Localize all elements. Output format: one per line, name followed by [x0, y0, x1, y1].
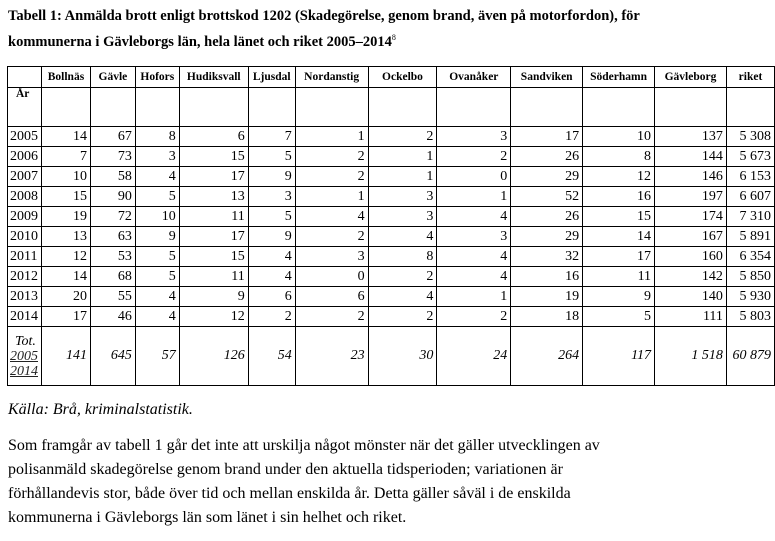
value-cell: 6 354 — [726, 247, 774, 267]
table-title: Tabell 1: Anmälda brott enligt brottskod 1202 (Skadegörelse, genom brand, även på motorfordon), för kommunerna i Gävleborgs län, hela länet och riket 2005–2014 — [8, 8, 640, 50]
value-cell: 15 — [583, 207, 655, 227]
value-cell: 11 — [179, 207, 248, 227]
value-cell: 137 — [655, 127, 727, 147]
value-cell: 6 607 — [726, 187, 774, 207]
total-label-cell — [8, 327, 42, 386]
value-cell: 142 — [655, 267, 727, 287]
table-cell — [295, 88, 368, 127]
value-cell: 2 — [295, 307, 368, 327]
table-cell — [437, 88, 511, 127]
value-cell: 4 — [295, 207, 368, 227]
value-cell: 140 — [655, 287, 727, 307]
value-cell: 46 — [90, 307, 135, 327]
total-value-cell: 264 — [511, 327, 583, 386]
value-cell: 3 — [437, 227, 511, 247]
table-row — [8, 307, 775, 327]
column-header: Hudiksvall — [179, 67, 248, 88]
value-cell: 14 — [583, 227, 655, 247]
value-cell: 5 — [583, 307, 655, 327]
table-cell — [90, 88, 135, 127]
total-value-cell: 24 — [437, 327, 511, 386]
value-cell: 15 — [42, 187, 91, 207]
value-cell: 15 — [179, 147, 248, 167]
value-cell: 52 — [511, 187, 583, 207]
value-cell: 1 — [295, 127, 368, 147]
value-cell: 4 — [135, 287, 179, 307]
value-cell: 2 — [368, 267, 437, 287]
value-cell: 4 — [135, 307, 179, 327]
source-note: Källa: Brå, kriminalstatistik. — [8, 401, 193, 418]
value-cell: 13 — [179, 187, 248, 207]
value-cell: 4 — [437, 247, 511, 267]
footnote-marker[interactable]: 8 — [391, 33, 396, 42]
column-header: Sandviken — [511, 67, 583, 88]
value-cell: 0 — [437, 167, 511, 187]
table-row — [8, 127, 775, 147]
value-cell: 58 — [90, 167, 135, 187]
year-cell: 2014 — [8, 307, 42, 327]
total-period-end: 2014 — [10, 363, 38, 379]
value-cell: 3 — [248, 187, 295, 207]
value-cell: 17 — [511, 127, 583, 147]
table-row — [8, 187, 775, 207]
value-cell: 5 — [135, 267, 179, 287]
value-cell: 17 — [583, 247, 655, 267]
total-value-cell: 60 879 — [726, 327, 774, 386]
column-header: Nordanstig — [295, 67, 368, 88]
year-column-label: År — [8, 88, 42, 127]
value-cell: 4 — [368, 227, 437, 247]
value-cell: 11 — [179, 267, 248, 287]
value-cell: 9 — [135, 227, 179, 247]
header-row — [8, 67, 775, 88]
table-row — [8, 147, 775, 167]
column-header: Ovanåker — [437, 67, 511, 88]
total-row — [8, 327, 775, 386]
value-cell: 9 — [179, 287, 248, 307]
value-cell: 12 — [179, 307, 248, 327]
value-cell: 2 — [295, 227, 368, 247]
value-cell: 2 — [437, 307, 511, 327]
value-cell: 2 — [248, 307, 295, 327]
value-cell: 12 — [42, 247, 91, 267]
total-value-cell: 30 — [368, 327, 437, 386]
value-cell: 5 673 — [726, 147, 774, 167]
value-cell: 4 — [248, 247, 295, 267]
value-cell: 17 — [179, 167, 248, 187]
total-value-cell: 117 — [583, 327, 655, 386]
table-cell — [135, 88, 179, 127]
value-cell: 0 — [295, 267, 368, 287]
table-row — [8, 287, 775, 307]
value-cell: 17 — [179, 227, 248, 247]
year-cell: 2006 — [8, 147, 42, 167]
value-cell: 14 — [42, 127, 91, 147]
value-cell: 8 — [368, 247, 437, 267]
value-cell: 63 — [90, 227, 135, 247]
table-row — [8, 207, 775, 227]
value-cell: 16 — [511, 267, 583, 287]
value-cell: 4 — [248, 267, 295, 287]
column-header: Gävleborg — [655, 67, 727, 88]
table-cell — [655, 88, 727, 127]
value-cell: 19 — [511, 287, 583, 307]
table-cell — [583, 88, 655, 127]
value-cell: 3 — [437, 127, 511, 147]
year-cell: 2012 — [8, 267, 42, 287]
value-cell: 26 — [511, 207, 583, 227]
crime-statistics-table — [7, 66, 775, 386]
total-value-cell: 141 — [42, 327, 91, 386]
value-cell: 8 — [135, 127, 179, 147]
table-caption — [8, 6, 648, 53]
value-cell: 11 — [583, 267, 655, 287]
value-cell: 1 — [437, 187, 511, 207]
year-cell: 2005 — [8, 127, 42, 147]
value-cell: 7 — [248, 127, 295, 147]
value-cell: 68 — [90, 267, 135, 287]
value-cell: 144 — [655, 147, 727, 167]
value-cell: 1 — [437, 287, 511, 307]
value-cell: 1 — [295, 187, 368, 207]
year-cell: 2013 — [8, 287, 42, 307]
value-cell: 73 — [90, 147, 135, 167]
value-cell: 29 — [511, 167, 583, 187]
value-cell: 14 — [42, 267, 91, 287]
value-cell: 8 — [583, 147, 655, 167]
body-paragraph: Som framgår av tabell 1 går det inte att urskilja något mönster när det gäller utvecklingen av polisanmäld skadegörelse genom brand under den aktuella tidsperioden; variationen är förhållandevis stor, både över tid och mellan enskilda år. Detta gäller såväl i de enskilda kommunerna i Gävleborgs län som länet i sin helhet och riket. — [8, 437, 600, 526]
table-row — [8, 167, 775, 187]
table-row — [8, 267, 775, 287]
value-cell: 3 — [295, 247, 368, 267]
total-value-cell: 645 — [90, 327, 135, 386]
value-cell: 10 — [135, 207, 179, 227]
value-cell: 2 — [368, 127, 437, 147]
value-cell: 9 — [248, 167, 295, 187]
value-cell: 6 — [179, 127, 248, 147]
value-cell: 5 308 — [726, 127, 774, 147]
value-cell: 146 — [655, 167, 727, 187]
value-cell: 3 — [135, 147, 179, 167]
value-cell: 15 — [179, 247, 248, 267]
table-cell — [179, 88, 248, 127]
value-cell: 5 — [248, 147, 295, 167]
value-cell: 55 — [90, 287, 135, 307]
value-cell: 2 — [437, 147, 511, 167]
value-cell: 67 — [90, 127, 135, 147]
value-cell: 5 803 — [726, 307, 774, 327]
total-label: Tot. — [15, 333, 36, 349]
value-cell: 6 — [248, 287, 295, 307]
year-cell: 2010 — [8, 227, 42, 247]
value-cell: 32 — [511, 247, 583, 267]
value-cell: 6 153 — [726, 167, 774, 187]
value-cell: 18 — [511, 307, 583, 327]
table-cell — [511, 88, 583, 127]
column-header: Bollnäs — [42, 67, 91, 88]
total-value-cell: 23 — [295, 327, 368, 386]
total-value-cell: 57 — [135, 327, 179, 386]
value-cell: 9 — [248, 227, 295, 247]
value-cell: 111 — [655, 307, 727, 327]
column-header: Söderhamn — [583, 67, 655, 88]
value-cell: 90 — [90, 187, 135, 207]
value-cell: 13 — [42, 227, 91, 247]
value-cell: 5 891 — [726, 227, 774, 247]
value-cell: 4 — [368, 287, 437, 307]
year-cell: 2008 — [8, 187, 42, 207]
value-cell: 4 — [135, 167, 179, 187]
value-cell: 1 — [368, 167, 437, 187]
value-cell: 3 — [368, 207, 437, 227]
value-cell: 2 — [368, 307, 437, 327]
value-cell: 29 — [511, 227, 583, 247]
year-label-row — [8, 88, 775, 127]
total-value-cell: 1 518 — [655, 327, 727, 386]
year-cell: 2007 — [8, 167, 42, 187]
year-cell: 2009 — [8, 207, 42, 227]
table-cell — [42, 88, 91, 127]
value-cell: 10 — [42, 167, 91, 187]
total-period-start: 2005 — [10, 348, 38, 364]
table-row — [8, 227, 775, 247]
table-cell — [726, 88, 774, 127]
value-cell: 5 — [248, 207, 295, 227]
value-cell: 197 — [655, 187, 727, 207]
column-header: Hofors — [135, 67, 179, 88]
value-cell: 7 310 — [726, 207, 774, 227]
value-cell: 72 — [90, 207, 135, 227]
value-cell: 17 — [42, 307, 91, 327]
value-cell: 160 — [655, 247, 727, 267]
value-cell: 5 930 — [726, 287, 774, 307]
value-cell: 7 — [42, 147, 91, 167]
header-empty-cell — [8, 67, 42, 88]
column-header: Ockelbo — [368, 67, 437, 88]
value-cell: 5 850 — [726, 267, 774, 287]
value-cell: 2 — [295, 147, 368, 167]
value-cell: 1 — [368, 147, 437, 167]
column-header: riket — [726, 67, 774, 88]
value-cell: 167 — [655, 227, 727, 247]
value-cell: 6 — [295, 287, 368, 307]
value-cell: 10 — [583, 127, 655, 147]
crime-table-wrapper — [7, 66, 775, 386]
value-cell: 2 — [295, 167, 368, 187]
value-cell: 3 — [368, 187, 437, 207]
value-cell: 19 — [42, 207, 91, 227]
total-value-cell: 126 — [179, 327, 248, 386]
value-cell: 20 — [42, 287, 91, 307]
value-cell: 4 — [437, 267, 511, 287]
value-cell: 26 — [511, 147, 583, 167]
value-cell: 5 — [135, 247, 179, 267]
table-cell — [248, 88, 295, 127]
value-cell: 4 — [437, 207, 511, 227]
column-header: Gävle — [90, 67, 135, 88]
value-cell: 9 — [583, 287, 655, 307]
value-cell: 12 — [583, 167, 655, 187]
column-header: Ljusdal — [248, 67, 295, 88]
value-cell: 16 — [583, 187, 655, 207]
year-cell: 2011 — [8, 247, 42, 267]
table-cell — [368, 88, 437, 127]
table-row — [8, 247, 775, 267]
value-cell: 53 — [90, 247, 135, 267]
value-cell: 5 — [135, 187, 179, 207]
total-value-cell: 54 — [248, 327, 295, 386]
value-cell: 174 — [655, 207, 727, 227]
